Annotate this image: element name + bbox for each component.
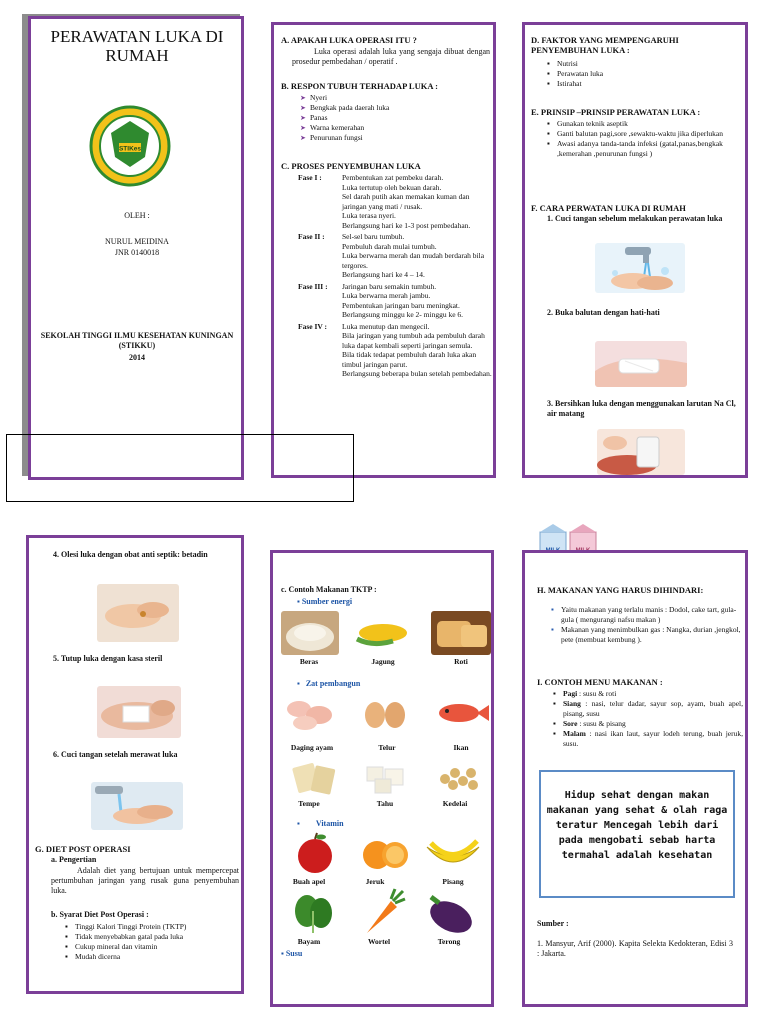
- avoid-list: [551, 605, 741, 645]
- egg-image: [359, 693, 415, 733]
- section-i-title: I. CONTOH MENU MAKANAN :: [537, 677, 663, 687]
- builder-heading-text: Zat pembangun: [305, 679, 361, 688]
- phase-text: [342, 173, 494, 230]
- step-1: 1. Cuci tangan sebelum melakukan perawatan luka: [547, 214, 723, 223]
- response-item: ➤ Penurunan fungsi: [300, 133, 480, 143]
- factor-list: [547, 59, 737, 89]
- phase-row: [298, 173, 494, 230]
- caption-bayam: Bayam: [297, 937, 321, 946]
- eggplant-image: [423, 889, 477, 935]
- step-4: 4. Olesi luka dengan obat anti septik: betadin: [53, 550, 208, 559]
- menu-foods: : susu & pisang: [577, 719, 626, 728]
- health-quote-box: Hidup sehat dengan makan makanan yang sehat & olah raga teratur Mencegah lebih dari pada mengobati sebab harta termahal adalah kesehatan: [539, 770, 735, 898]
- menu-item: [553, 699, 743, 719]
- section-c-title: C. PROSES PENYEMBUHAN LUKA: [281, 161, 421, 171]
- phase-label: Fase II :: [298, 232, 325, 241]
- response-list: [300, 93, 480, 143]
- vitamin-heading: ▪ Vitamin: [297, 819, 344, 828]
- phase-text: [342, 232, 494, 280]
- principle-list: [547, 119, 741, 159]
- stikes-logo-icon: [89, 105, 171, 187]
- menu-meal: Pagi: [563, 689, 578, 698]
- phase-line: Berlangsung minggu ke 2- minggu ke 6.: [342, 310, 464, 319]
- hand-washing-image: [595, 243, 685, 293]
- phase-line: Bila jaringan yang tumbuh ada pembuluh darah luka dapat kembali seperti jaringan semula.: [342, 331, 485, 350]
- response-item: ➤ Warna kemerahan: [300, 123, 480, 133]
- cover-gauze-image: [97, 686, 181, 738]
- carrot-image: [357, 887, 407, 937]
- step-5: 5. Tutup luka dengan kasa steril: [53, 654, 163, 663]
- soybean-image: [433, 759, 483, 795]
- caption-wortel: Wortel: [367, 937, 391, 946]
- phase-label: Fase III :: [298, 281, 328, 291]
- milk-heading: ▪ Susu: [281, 949, 303, 958]
- caption-beras: Beras: [299, 657, 319, 666]
- response-item: ➤ Panas: [300, 113, 480, 123]
- section-a-title: A. APAKAH LUKA OPERASI ITU ?: [281, 35, 417, 45]
- factor-item: ▪ Nutrisi: [547, 59, 737, 69]
- phase-line: Berlangsung hari ke 1-3 post pembedahan.: [342, 220, 471, 230]
- caption-ikan: Ikan: [453, 743, 469, 752]
- phase-line: Luka menutup dan mengecil.: [342, 321, 430, 331]
- caption-terong: Terong: [437, 937, 461, 946]
- tktp-title: c. Contoh Makanan TKTP :: [281, 585, 377, 594]
- section-g-title: G. DIET POST OPERASI: [35, 844, 131, 854]
- milk-heading-text: Susu: [285, 949, 303, 958]
- phase-line: Luka berwarna merah dan mudah berdarah bila tergores.: [342, 251, 485, 270]
- avoid-item: ▪ Makanan yang menimbulkan gas : Nangka, durian ,jengkol, pete (membuat kembung ).: [551, 625, 741, 645]
- menu-meal: Sore: [563, 719, 578, 728]
- wash-hands-after-image: [91, 782, 183, 830]
- response-item: ➤ Nyeri: [300, 93, 480, 103]
- bread-image: [431, 611, 491, 655]
- section-a-text: Luka operasi adalah luka yang sengaja dibuat dengan prosedur pembedahan / operatif .: [292, 47, 490, 66]
- section-h-title: H. MAKANAN YANG HARUS DIHINDARI:: [537, 585, 704, 595]
- tktp-food-panel: [270, 550, 494, 1007]
- caption-roti: Roti: [454, 657, 468, 666]
- section-e-title: E. PRINSIP –PRINSIP PERAWATAN LUKA :: [531, 107, 701, 117]
- caption-telur: Telur: [378, 743, 396, 752]
- requirement-item: ▪ Mudah dicerna: [65, 952, 241, 962]
- cover-by: OLEH :: [124, 211, 150, 220]
- orange-image: [361, 835, 409, 873]
- phase-line: Jaringan baru semakin tumbuh.: [342, 281, 437, 291]
- caption-jagung: Jagung: [371, 657, 395, 666]
- menu-foods: : nasi ikan laut, sayur lodeh terung, buah jeruk, susu.: [563, 729, 743, 748]
- section-d-title: D. FAKTOR YANG MEMPENGARUHI PENYEMBUHAN LUKA :: [531, 35, 679, 55]
- menu-item: [553, 689, 743, 699]
- energy-heading-text: Sumber energi: [301, 597, 353, 606]
- logo-abbr: STIKes: [118, 145, 142, 153]
- fish-image: [433, 695, 491, 731]
- phase-line: Berlangsung beberapa bulan setelah pembedahan.: [342, 369, 492, 378]
- response-item: ➤ Bengkak pada daerah luka: [300, 103, 480, 113]
- info-panel-def: [522, 22, 748, 478]
- diet-requirements-label: b. Syarat Diet Post Operasi :: [51, 910, 149, 919]
- menu-foods: : susu & roti: [577, 689, 617, 698]
- caption-tahu: Tahu: [376, 799, 394, 808]
- phase-line: Bila tidak tedapat pembuluh darah luka akan timbul jaringan parut.: [342, 350, 477, 369]
- factor-item: ▪ Istirahat: [547, 79, 737, 89]
- phase-line: Luka terasa nyeri.: [342, 211, 396, 220]
- spinach-image: [291, 891, 335, 935]
- menu-item: [553, 719, 743, 729]
- menu-foods: : nasi, telur dadar, sayur sop, ayam, buah apel, pisang, susu: [563, 699, 743, 718]
- step-6: 6. Cuci tangan setelah merawat luka: [53, 750, 178, 759]
- caption-kedelai: Kedelai: [442, 799, 468, 808]
- rice-image: [281, 611, 339, 655]
- phase-line: Sel darah putih akan memakan kuman dan jaringan yang mati / rusak.: [342, 192, 470, 211]
- phase-label: Fase IV :: [298, 321, 328, 331]
- step-2: 2. Buka balutan dengan hati-hati: [547, 308, 660, 317]
- phase-line: Pembentukan jaringan baru meningkat.: [342, 300, 460, 310]
- tofu-image: [361, 757, 411, 797]
- phase-row: [298, 282, 494, 320]
- cover-title: PERAWATAN LUKA DI RUMAH: [50, 27, 224, 65]
- phase-text: [342, 322, 494, 379]
- principle-item: ▪ Gunakan teknik aseptik: [547, 119, 741, 129]
- requirement-item: ▪ Tinggi Kalori Tinggi Protein (TKTP): [65, 922, 241, 932]
- phase-line: Pembuluh darah mulai tumbuh.: [342, 241, 437, 251]
- factor-item: ▪ Perawatan luka: [547, 69, 737, 79]
- diet-requirements-list: [65, 922, 241, 962]
- menu-list: [553, 689, 743, 749]
- caption-tempe: Tempe: [298, 799, 320, 808]
- phase-row: [298, 322, 494, 379]
- section-f-title: F. CARA PERWATAN LUKA DI RUMAH: [531, 203, 686, 213]
- cover-author: NURUL MEIDINA: [105, 237, 169, 246]
- phase-row: [298, 232, 494, 280]
- cover-institution: SEKOLAH TINGGI ILMU KESEHATAN KUNINGAN (STIKKU): [40, 331, 234, 350]
- menu-meal: Malam: [563, 729, 586, 738]
- phase-line: Luka tertutup oleh bekuan darah.: [342, 182, 442, 192]
- source-text: 1. Mansyur, Arif (2000). Kapita Selekta Kedokteran, Edisi 3 : Jakarta.: [537, 939, 733, 958]
- clean-wound-image: [597, 429, 685, 475]
- phase-line: Berlangsung hari ke 4 – 14.: [342, 270, 425, 279]
- care-steps-panel: [26, 535, 244, 994]
- cover-nim: JNR 0140018: [114, 248, 160, 257]
- phase-text: [342, 282, 494, 320]
- menu-meal: Siang: [563, 699, 581, 708]
- source-label: Sumber :: [537, 919, 569, 928]
- builder-heading: ▪ Zat pembangun: [297, 679, 361, 688]
- tempe-image: [289, 757, 339, 797]
- menu-item: [553, 729, 743, 749]
- corn-image: [353, 613, 413, 653]
- info-panel-abc: [271, 22, 496, 478]
- apple-image: [293, 831, 337, 875]
- caption-pisang: Pisang: [442, 877, 464, 886]
- principle-item: ▪ Ganti balutan pagi,sore ,sewaktu-waktu jika diperlukan: [547, 129, 741, 139]
- phase-line: Luka berwarna merah jambu.: [342, 291, 431, 300]
- diet-definition-text: Adalah diet yang bertujuan untuk mempercepat pertumbuhan jaringan yang rusak guna penyembuhan luka.: [51, 866, 239, 895]
- caption-jeruk: Jeruk: [365, 877, 385, 886]
- unwrap-bandage-image: [595, 341, 687, 387]
- step-3: 3. Bersihkan luka dengan menggunakan larutan Na Cl, air matang: [547, 399, 736, 418]
- diet-definition-label: a. Pengertian: [51, 855, 97, 864]
- caption-apel: Buah apel: [292, 877, 326, 886]
- caption-daging-ayam: Daging ayam: [290, 743, 334, 752]
- requirement-item: ▪ Cukup mineral dan vitamin: [65, 942, 241, 952]
- cover-year: 2014: [129, 353, 145, 362]
- outline-box: [6, 434, 354, 502]
- energy-heading: ▪ Sumber energi: [297, 597, 353, 606]
- phase-line: Sel-sel baru tumbuh.: [342, 232, 405, 241]
- chicken-image: [281, 693, 339, 733]
- apply-betadine-image: [97, 584, 179, 642]
- section-b-title: B. RESPON TUBUH TERHADAP LUKA :: [281, 81, 438, 91]
- principle-item: ▪ Awasi adanya tanda-tanda infeksi (gatal,panas,bengkak ,kemerahan ,penurunan fungsi ): [547, 139, 741, 159]
- cover-panel: [28, 16, 244, 480]
- healing-phases: [298, 173, 494, 381]
- avoid-item: ▪ Yaitu makanan yang terlalu manis : Dodol, cake tart, gula-gula ( mengurangi nafsu makan ): [551, 605, 741, 625]
- requirement-item: ▪ Tidak menyebabkan gatal pada luka: [65, 932, 241, 942]
- phase-label: Fase I :: [298, 173, 322, 182]
- vitamin-heading-text: Vitamin: [315, 819, 344, 828]
- phase-line: Pembentukan zat pembeku darah.: [342, 173, 444, 182]
- banana-image: [423, 837, 483, 873]
